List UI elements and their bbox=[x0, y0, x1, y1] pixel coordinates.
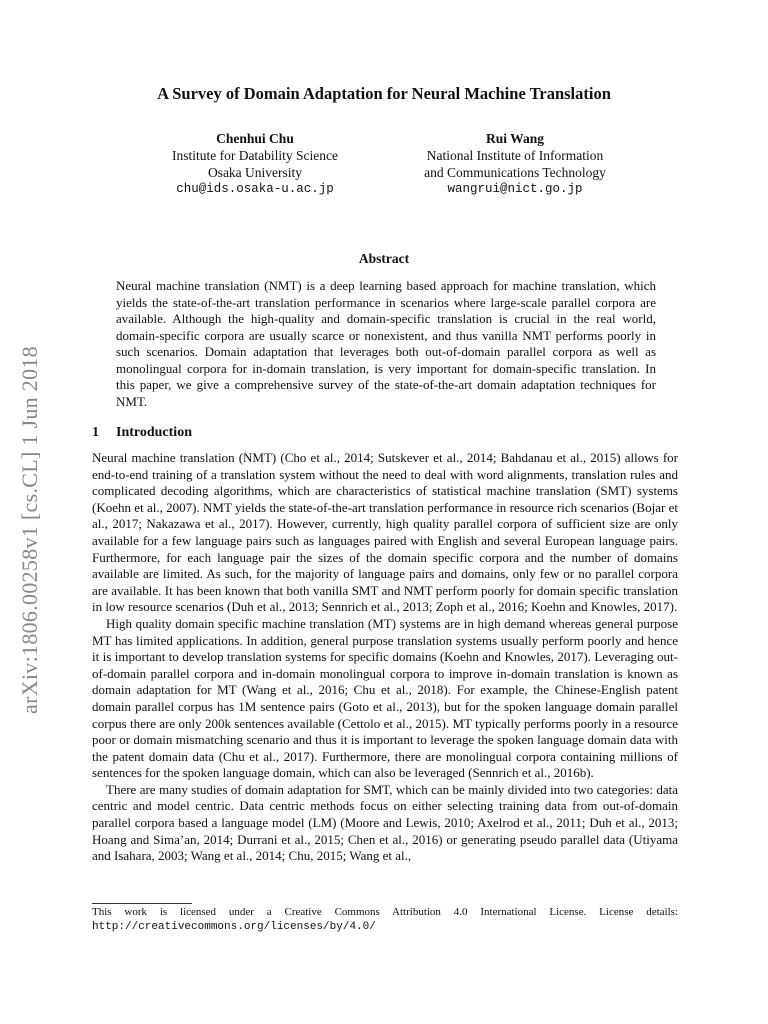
section-body bbox=[92, 450, 678, 865]
author-block-2 bbox=[400, 130, 630, 198]
author-affiliation: Osaka University bbox=[207, 165, 303, 180]
author-name: Chenhui Chu bbox=[216, 131, 294, 146]
paragraph: Neural machine translation (NMT) (Cho et al., 2014; Sutskever et al., 2014; Bahdanau et al., 2015) allows for end-to-end training of a translation system without the need to deal with word alignments, translation rules and complicated decoding algorithms, which are characteristics of statistical machine translation (SMT) systems (Koehn et al., 2007). NMT yields the state-of-the-art translation performance in resource rich scenarios (Bojar et al., 2017; Nakazawa et al., 2017). However, currently, high quality parallel corpora of sufficient size are only available for a few language pairs such as languages paired with English and several European language pairs. Furthermore, for each language pair the sizes of the domain specific corpora and the number of domains available are limited. As such, for the majority of language pairs and domains, only few or no parallel corpora are available. It has been known that both vanilla SMT and NMT perform poorly for domain specific translation in low resource scenarios (Duh et al., 2013; Sennrich et al., 2013; Zoph et al., 2016; Koehn and Knowles, 2017). bbox=[92, 450, 678, 615]
paper-title: A Survey of Domain Adaptation for Neural Machine Translation bbox=[157, 84, 611, 103]
author-block-1 bbox=[150, 130, 360, 198]
arxiv-sidebar bbox=[10, 330, 50, 730]
paragraph: High quality domain specific machine translation (MT) systems are in high demand whereas general purpose MT has limited applications. In addition, general purpose translation systems usually perform poorly and hence it is important to develop translation systems for specific domains (Koehn and Knowles, 2017). Leveraging out-of-domain parallel corpora and in-domain monolingual corpora to improve in-domain translation is known as domain adaptation for MT (Wang et al., 2016; Chu et al., 2018). For example, the Chinese-English patent domain parallel corpus has 1M sentence pairs (Goto et al., 2013), but for the spoken language domain parallel corpus there are only 200k sentences available (Cettolo et al., 2015). MT typically performs poorly in a resource poor or domain mismatching scenario and thus it is important to leverage the spoken language domain data with the patent domain data (Chu et al., 2017). Furthermore, there are monolingual corpora containing millions of sentences for the spoken language domain, which can also be leveraged (Sennrich et al., 2016b). bbox=[92, 615, 678, 781]
abstract-heading: Abstract bbox=[358, 251, 410, 266]
section-number: 1 bbox=[92, 425, 99, 440]
author-email: wangrui@nict.go.jp bbox=[447, 182, 583, 196]
author-affiliation: and Communications Technology bbox=[424, 165, 606, 180]
section-heading bbox=[92, 425, 192, 441]
footnote-text: This work is licensed under a Creative Commons Attribution 4.0 International License. License details: bbox=[92, 906, 678, 918]
author-name: Rui Wang bbox=[486, 131, 544, 146]
abstract-text: Neural machine translation (NMT) is a deep learning based approach for machine translation, which yields the state-of-the-art translation performance in scenarios where large-scale parallel corpora are available. Although the high-quality and domain-specific translation is crucial in the real world, domain-specific corpora are usually scarce or nonexistent, and thus vanilla NMT performs poorly in such scenarios. Domain adaptation that leverages both out-of-domain parallel corpora as well as monolingual corpora for in-domain translation, is very important for domain-specific translation. In this paper, we give a comprehensive survey of the state-of-the-art domain adaptation techniques for NMT. bbox=[116, 278, 656, 409]
footnote-divider bbox=[92, 903, 192, 904]
license-link[interactable]: http://creativecommons.org/licenses/by/4.0/ bbox=[92, 921, 376, 933]
arxiv-identifier: arXiv:1806.00258v1 [cs.CL] 1 Jun 2018 bbox=[17, 346, 42, 714]
author-email: chu@ids.osaka-u.ac.jp bbox=[176, 182, 334, 196]
author-affiliation: National Institute of Information bbox=[426, 148, 604, 163]
paragraph: There are many studies of domain adaptation for SMT, which can be mainly divided into two categories: data centric and model centric. Data centric methods focus on either selecting training data from out-of-domain parallel corpora based a language model (LM) (Moore and Lewis, 2010; Axelrod et al., 2011; Duh et al., 2013; Hoang and Sima’an, 2014; Durrani et al., 2015; Chen et al., 2016) or generating pseudo parallel data (Utiyama and Isahara, 2003; Wang et al., 2014; Chu, 2015; Wang et al., bbox=[92, 781, 678, 864]
author-affiliation: Institute for Datability Science bbox=[171, 148, 339, 163]
section-title: Introduction bbox=[116, 425, 192, 440]
footnote bbox=[92, 905, 678, 934]
